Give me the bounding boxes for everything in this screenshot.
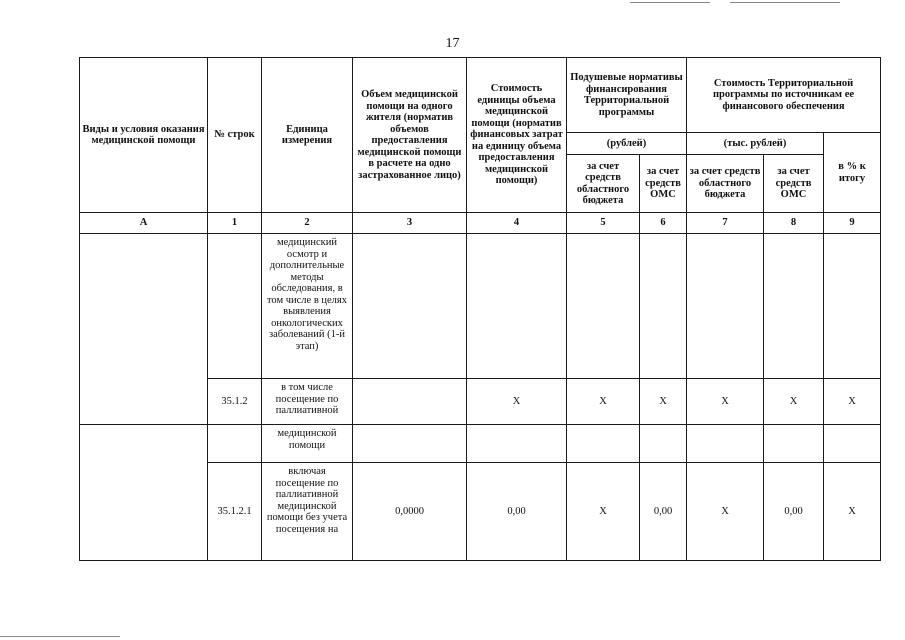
column-index: 4: [467, 213, 567, 234]
value-cell: [764, 234, 824, 379]
unit-cell: медицинской помощи: [262, 425, 353, 463]
value-cell: [467, 425, 567, 463]
value-cell: [640, 234, 687, 379]
header-percent-total: в % к итогу: [824, 133, 881, 213]
column-index: 2: [262, 213, 353, 234]
value-cell: Х: [824, 463, 881, 561]
value-cell: Х: [687, 463, 764, 561]
table-row: [80, 379, 881, 425]
column-index: 8: [764, 213, 824, 234]
value-cell: [687, 425, 764, 463]
value-cell: [567, 425, 640, 463]
header-oms-cost: за счет средств ОМС: [764, 155, 824, 213]
header-unit-thousand-rubles: (тыс. рублей): [687, 133, 824, 155]
financing-table: [79, 57, 881, 561]
page-number: 17: [445, 36, 460, 51]
scan-artifact: [0, 636, 120, 637]
value-cell: [567, 234, 640, 379]
value-cell: [640, 425, 687, 463]
scan-artifact: [630, 2, 710, 3]
value-cell: Х: [467, 379, 567, 425]
column-index: 6: [640, 213, 687, 234]
value-cell: Х: [640, 379, 687, 425]
value-cell: [467, 234, 567, 379]
unit-cell: включая посещение по паллиативной медицинской помощи без учета посещения на: [262, 463, 353, 561]
header-care-type: Виды и условия оказания медицинской помощи: [80, 58, 208, 213]
row-code: 35.1.2.1: [208, 463, 262, 561]
header-unit-rubles: (рублей): [567, 133, 687, 155]
value-cell: [764, 425, 824, 463]
value-cell: Х: [764, 379, 824, 425]
care-type-cell: [80, 425, 208, 561]
row-code: [208, 425, 262, 463]
header-per-capita-norms: Подушевые нормативы финансирования Территориальной программы: [567, 58, 687, 133]
column-index: А: [80, 213, 208, 234]
value-cell: Х: [824, 379, 881, 425]
care-type-cell: [80, 234, 208, 379]
value-cell: 0,0000: [353, 463, 467, 561]
unit-cell: в том числе посещение по паллиативной: [262, 379, 353, 425]
value-cell: [824, 425, 881, 463]
column-index: 1: [208, 213, 262, 234]
header-regional-budget: за счет средств областного бюджета: [567, 155, 640, 213]
value-cell: 0,00: [640, 463, 687, 561]
column-index-row: [80, 213, 881, 234]
value-cell: Х: [567, 379, 640, 425]
header-oms: за счет средств ОМС: [640, 155, 687, 213]
column-index: 3: [353, 213, 467, 234]
value-cell: 0,00: [467, 463, 567, 561]
column-index: 7: [687, 213, 764, 234]
header-unit-cost: Стоимость единицы объема медицинской помощи (норматив финансовых затрат на единицу объема предоставления медицинской помощи): [467, 58, 567, 213]
header-unit: Единица измерения: [262, 58, 353, 213]
unit-cell: медицинский осмотр и дополнительные методы обследования, в том числе в целях выявления онкологических заболеваний (1-й этап): [262, 234, 353, 379]
value-cell: [824, 234, 881, 379]
table-row: [80, 425, 881, 463]
value-cell: Х: [687, 379, 764, 425]
column-index: 5: [567, 213, 640, 234]
header-row-number: № строк: [208, 58, 262, 213]
row-code: 35.1.2: [208, 379, 262, 425]
table-row: [80, 234, 881, 379]
value-cell: [353, 234, 467, 379]
scan-artifact: [730, 2, 840, 3]
row-code: [208, 234, 262, 379]
header-program-cost: Стоимость Территориальной программы по источникам ее финансового обеспечения: [687, 58, 881, 133]
column-index: 9: [824, 213, 881, 234]
value-cell: [687, 234, 764, 379]
header-volume: Объем медицинской помощи на одного жителя (норматив объемов предоставления медицинской помощи в расчете на одно застрахованное лицо): [353, 58, 467, 213]
value-cell: Х: [567, 463, 640, 561]
care-type-cell: [80, 379, 208, 425]
value-cell: [353, 379, 467, 425]
value-cell: 0,00: [764, 463, 824, 561]
header-regional-budget-cost: за счет средств областного бюджета: [687, 155, 764, 213]
value-cell: [353, 425, 467, 463]
